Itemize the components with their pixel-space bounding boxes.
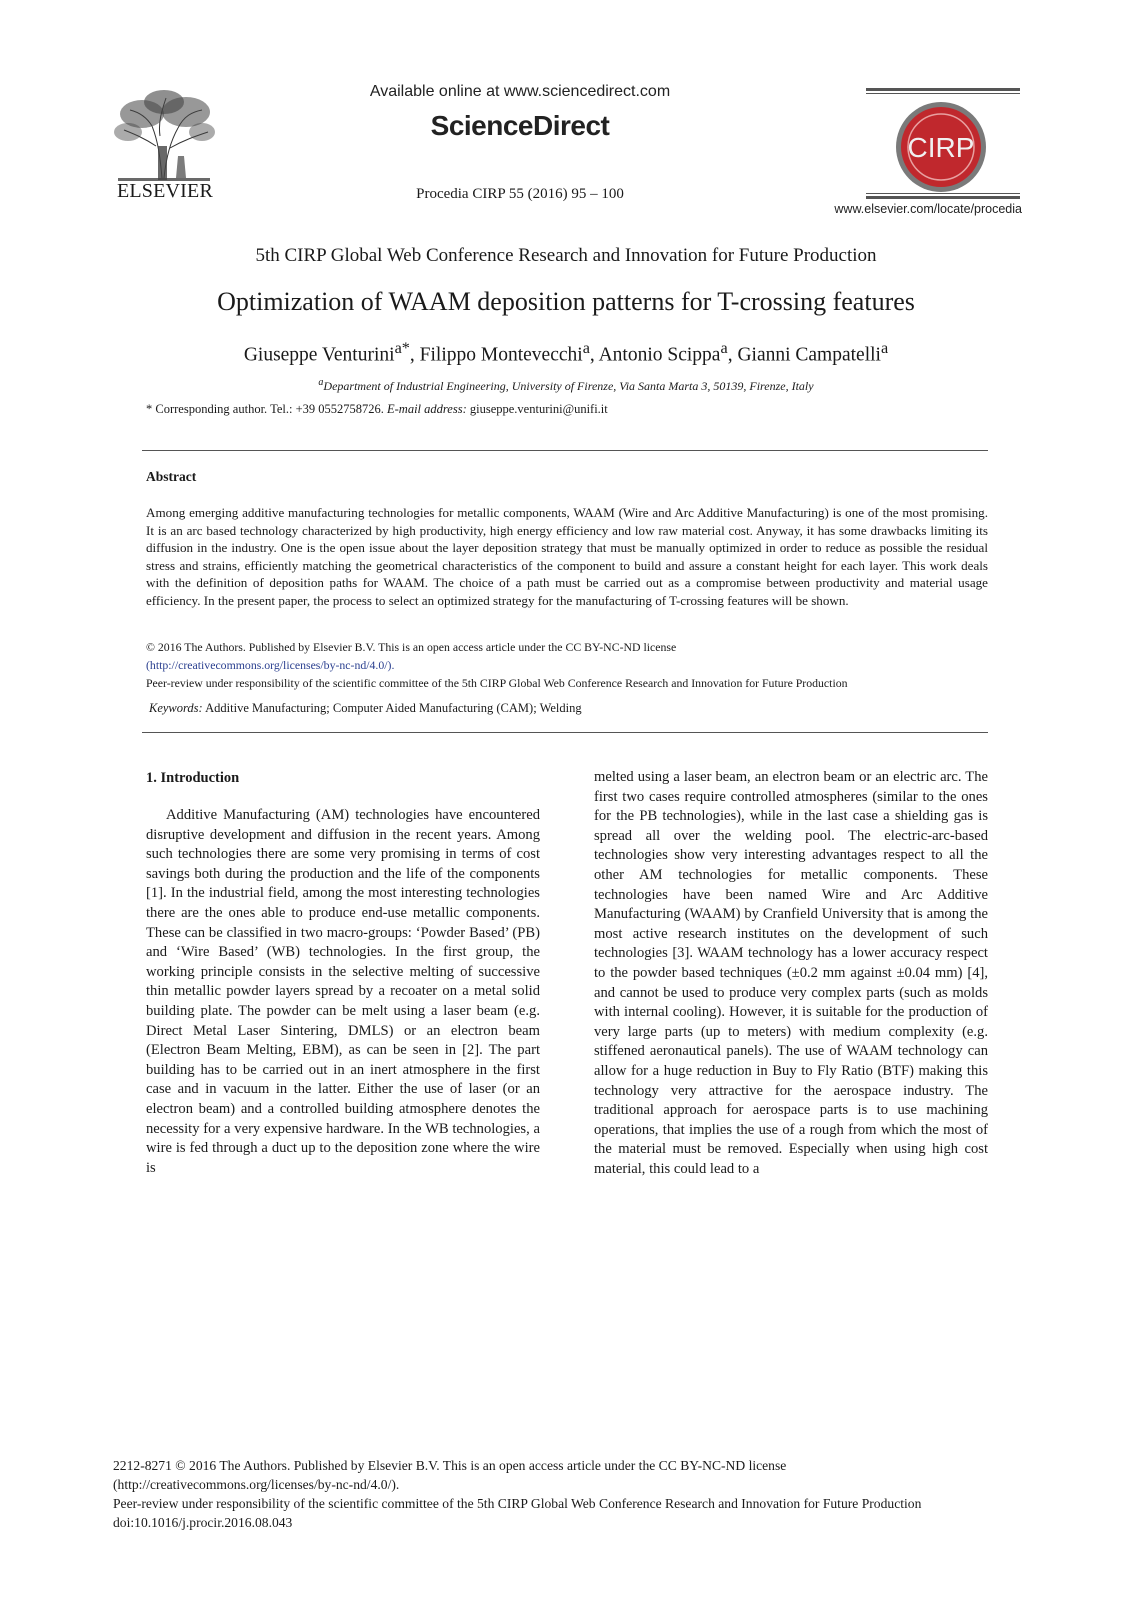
- license-link[interactable]: (http://creativecommons.org/licenses/by-nc-nd/4.0/).: [146, 658, 395, 672]
- author-name: Giuseppe Venturini: [243, 344, 395, 366]
- doi[interactable]: doi:10.1016/j.procir.2016.08.043: [113, 1515, 293, 1530]
- cirp-rule: [866, 88, 1020, 91]
- author-name: Antonio Scippa: [598, 344, 721, 366]
- footer: [113, 1456, 1013, 1532]
- author-name: Filippo Montevecchi: [419, 344, 583, 366]
- elsevier-wordmark: ELSEVIER: [116, 180, 214, 202]
- body-column-left: Additive Manufacturing (AM) technologies have encountered disruptive development and diffusion in the recent years. Among such technologies there are some very promising in terms of cost savings both during the production and the life of the components [1]. In the industrial field, among the most interesting technologies there are the ones able to produce end-use metallic components. These can be classified in two macro-groups: ‘Powder Based’ (PB) and ‘Wire Based’ (WB) technologies. In the first group, the working principle consists in the selective melting of successive thin metallic powder layers spread by a recoater on a metal solid building plate. The powder can be melt using a laser beam (e.g. Direct Metal Laser Sintering, DMLS) or an electron beam (Electron Beam Melting, EBM), as can be seen in [2]. The part building has to be carried out in an inert atmosphere in the first case and in vacuum in the latter. Either the use of laser (or an electron beam) and a controlled building atmosphere denotes the necessity for a very expensive hardware. In the WB technologies, a wire is fed through a duct up to the deposition zone where the wire is: [146, 807, 540, 1176]
- elsevier-procedia-url[interactable]: www.elsevier.com/locate/procedia: [834, 202, 1022, 216]
- journal-reference: Procedia CIRP 55 (2016) 95 – 100: [416, 186, 624, 202]
- affiliation: $^a$Department of Industrial Engineering, University of Firenze, Via Santa Marta 3, 50139, Firenze, Italy: [318, 377, 814, 393]
- copyright-line: © 2016 The Authors. Published by Elsevier B.V. This is an open access article under the CC BY-NC-ND license: [146, 640, 677, 654]
- footer-copyright: 2212-8271 © 2016 The Authors. Published by Elsevier B.V. This is an open access article under the CC BY-NC-ND license: [113, 1458, 787, 1473]
- paper-title: Optimization of WAAM deposition patterns for T-crossing features: [217, 287, 915, 316]
- section-divider: [142, 732, 988, 733]
- introduction-heading: 1. Introduction: [146, 770, 240, 786]
- cirp-rule: [866, 93, 1020, 94]
- corresponding-author: * Corresponding author. Tel.: +39 0552758726. E-mail address: giuseppe.venturini@unifi.it: [146, 402, 608, 416]
- cirp-rule: [866, 193, 1020, 194]
- email-link[interactable]: giuseppe.venturini@unifi.it: [466, 402, 608, 416]
- abstract-heading: Abstract: [146, 469, 197, 484]
- keywords: Keywords: Additive Manufacturing; Computer Aided Manufacturing (CAM); Welding: [149, 701, 582, 715]
- section-divider: [142, 450, 988, 451]
- footer-peer-review: Peer-review under responsibility of the scientific committee of the 5th CIRP Global Web Conference Research and Innovation for Future Production: [113, 1496, 922, 1511]
- footer-license-link[interactable]: (http://creativecommons.org/licenses/by-nc-nd/4.0/).: [113, 1477, 400, 1492]
- author-superscript: a: [720, 339, 728, 357]
- available-online-text: Available online at www.sciencedirect.com: [369, 83, 671, 100]
- author-superscript: a: [582, 339, 590, 357]
- cirp-rule: [866, 196, 1020, 199]
- cirp-logo: [894, 100, 988, 194]
- cirp-logo-text: CIRP: [907, 132, 975, 163]
- author-list: Giuseppe Venturini$^{a*}$, Filippo Montevecchi$^a$, Antonio Scippa$^a$, Gianni Campatelli$^a$: [243, 339, 889, 366]
- body-column-right: melted using a laser beam, an electron beam or an electric arc. The first two cases require controlled atmospheres (similar to the ones for the PB technologies), while in the last case a shielding gas is spread all over the welding pool. The electric-arc-based technologies show very interesting advantages respect to all the other AM technologies for metallic components. These technologies have been named Wire and Arc Additive Manufacturing (WAAM) by Cranfield University that is among the most active research institutes on the development of such technologies [3]. WAAM technology has a lower accuracy respect to the powder based techniques (±0.2 mm against ±0.04 mm) [4], and cannot be used to produce very complex parts (such as molds with internal cooling). However, it is suitable for the production of very large parts (up to meters) with medium complexity (e.g. stiffened aeronautical panels). The use of WAAM technology can allow for a huge reduction in Buy to Fly Ratio (BTF) making this technology very attractive for the aerospace industry. The traditional approach for aerospace parts is to use machining operations, that implies the use of a rough from which the most of the material must be removed. Especially when using high cost material, this could lead to a: [594, 769, 988, 1177]
- author-superscript: a*: [394, 339, 410, 357]
- sciencedirect-logo: ScienceDirect: [430, 110, 610, 141]
- author-superscript: a: [880, 339, 889, 357]
- author-name: Gianni Campatelli: [737, 344, 881, 366]
- abstract-text: Among emerging additive manufacturing technologies for metallic components, WAAM (Wire and Arc Additive Manufacturing) is one of the most promising. It is an arc based technology characterized by high productivity, high energy efficiency and low raw material cost. Anyway, it has some drawbacks limiting its diffusion in the industry. One is the open issue about the layer deposition strategy that must be manually optimized in order to reduce as possible the residual stress and strains, efficiently matching the geometrical characteristics of the component to build and assure a constant height for each layer. This work deals with the definition of deposition paths for WAAM. The choice of a path must be carried out as a compromise between productivity and material usage efficiency. In the present paper, the process to select an optimized strategy for the manufacturing of T-crossing features will be shown.: [146, 505, 988, 608]
- conference-name: 5th CIRP Global Web Conference Research and Innovation for Future Production: [255, 245, 877, 266]
- license-block: [146, 638, 988, 692]
- peer-review-line: Peer-review under responsibility of the scientific committee of the 5th CIRP Global Web Conference Research and Innovation for Future Production: [146, 676, 848, 690]
